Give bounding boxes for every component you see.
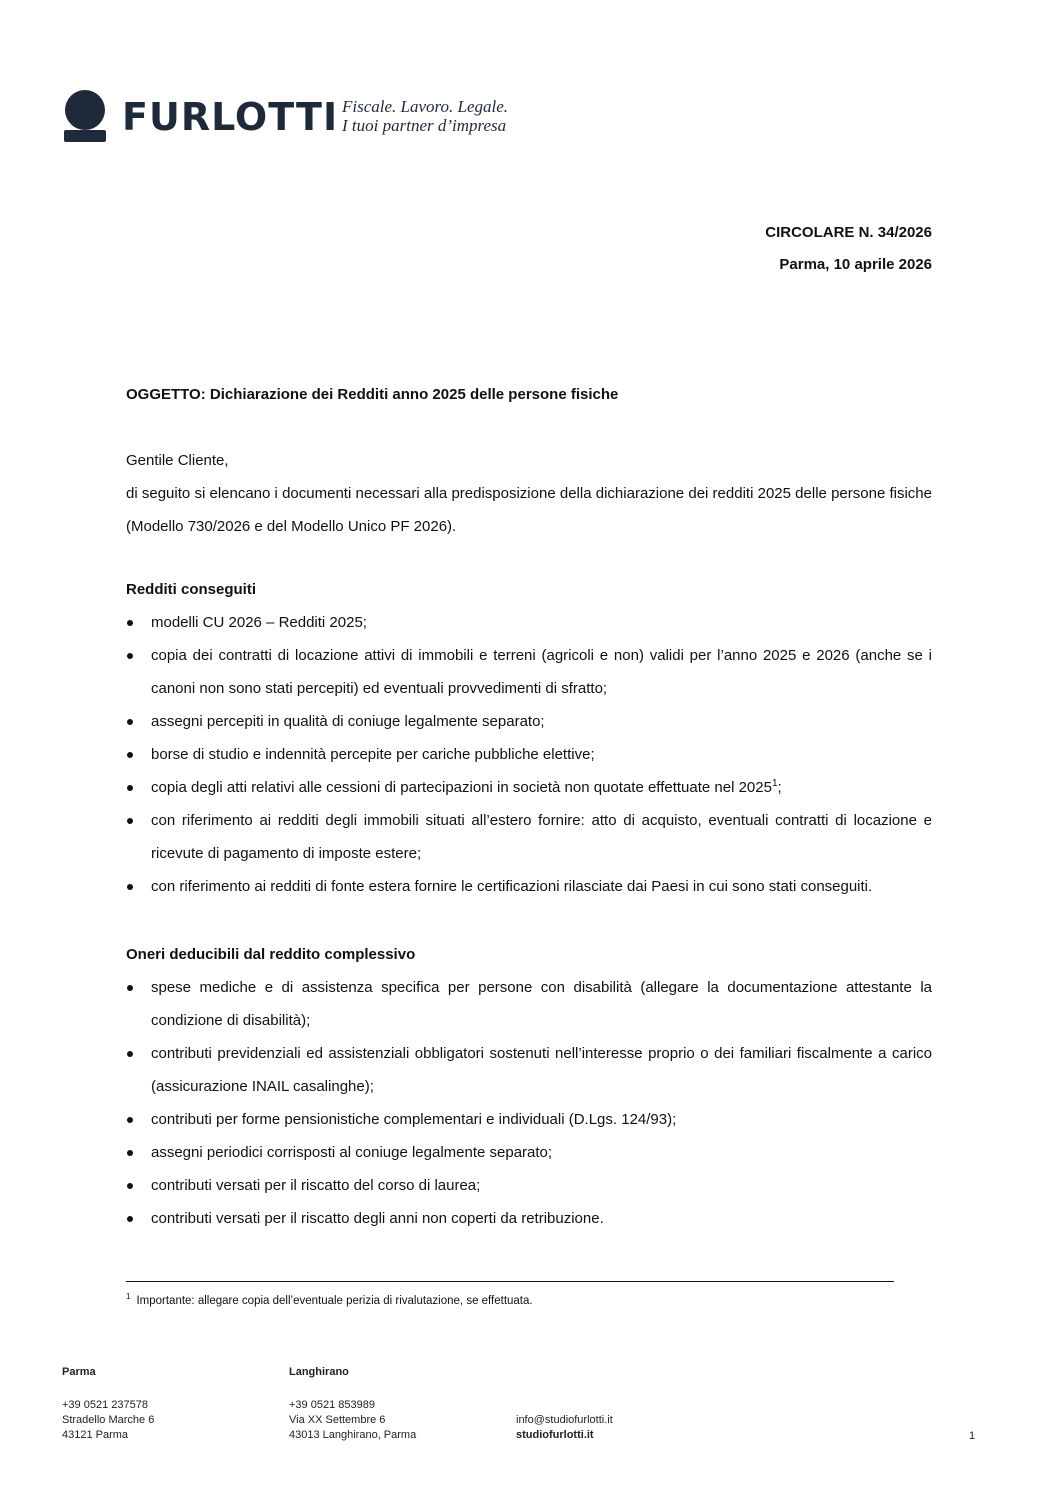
office-city: 43121 Parma: [62, 1429, 129, 1441]
tagline-line-2: I tuoi partner d’impresa: [342, 116, 507, 135]
page-number: 1: [969, 1430, 976, 1442]
list-item-text: copia degli atti relativi alle cessioni di partecipazioni in società non quotate effettuate nel 2025: [151, 779, 772, 796]
redditi-list: [126, 606, 932, 903]
intro-paragraph: di seguito si elencano i documenti necessari alla predisposizione della dichiarazione dei redditi 2025 delle persone fisiche (Modello 730/2026 e del Modello Unico PF 2026).: [126, 485, 932, 535]
subject-line: OGGETTO: Dichiarazione dei Redditi anno 2025 delle persone fisiche: [126, 386, 619, 403]
greeting: Gentile Cliente,: [126, 452, 229, 469]
furlotti-logo-icon: [64, 90, 106, 142]
footer-email[interactable]: info@studiofurlotti.it: [516, 1414, 613, 1426]
list-item: contributi versati per il riscatto del corso di laurea;: [126, 1169, 932, 1202]
list-item: con riferimento ai redditi di fonte estera fornire le certificazioni rilasciate dai Paesi in cui sono stati conseguiti.: [126, 870, 932, 903]
brand-name: FURLOTTI: [122, 95, 339, 139]
list-item: con riferimento ai redditi degli immobili situati all’estero fornire: atto di acquisto, eventuali contratti di locazione e ricevute di pagamento di imposte estere;: [126, 804, 932, 870]
office-title-parma: Parma: [62, 1366, 96, 1378]
office-address: Stradello Marche 6: [62, 1414, 155, 1426]
office-title-langhirano: Langhirano: [289, 1366, 349, 1378]
footnote-number: 1: [126, 1292, 131, 1302]
footer-langhirano-office: [289, 1365, 416, 1443]
tagline-line-1: Fiscale. Lavoro. Legale.: [342, 97, 509, 116]
footnote-text: Importante: allegare copia dell’eventuale perizia di rivalutazione, se effettuata.: [136, 1295, 533, 1307]
office-city: 43013 Langhirano, Parma: [289, 1429, 417, 1441]
footer-contacts: [516, 1413, 613, 1443]
list-item: assegni periodici corrisposti al coniuge legalmente separato;: [126, 1136, 932, 1169]
list-item: [126, 771, 932, 804]
list-item: contributi previdenziali ed assistenziali obbligatori sostenuti nell’interesse proprio o dei familiari fiscalmente a carico (assicurazione INAIL casalinghe);: [126, 1037, 932, 1103]
brand-tagline: [342, 97, 508, 135]
list-item: modelli CU 2026 – Redditi 2025;: [126, 606, 932, 639]
office-phone: +39 0521 853989: [289, 1399, 375, 1411]
section-title-redditi: Redditi conseguiti: [126, 581, 257, 598]
footnote-divider: [126, 1281, 894, 1282]
list-item-suffix: ;: [777, 779, 782, 796]
list-item: copia dei contratti di locazione attivi di immobili e terreni (agricoli e non) validi per l’anno 2025 e 2026 (anche se i canoni non sono stati percepiti) ed eventuali provvedimenti di sfratto;: [126, 639, 932, 705]
circular-number: CIRCOLARE N. 34/2026: [765, 224, 932, 241]
office-address: Via XX Settembre 6: [289, 1414, 386, 1426]
list-item: assegni percepiti in qualità di coniuge legalmente separato;: [126, 705, 932, 738]
place-date: Parma, 10 aprile 2026: [779, 256, 932, 273]
office-phone: +39 0521 237578: [62, 1399, 148, 1411]
footer-parma-office: [62, 1365, 154, 1443]
footnote-ref: 1: [771, 778, 778, 789]
footnote: [126, 1292, 533, 1307]
list-item: contributi per forme pensionistiche complementari e individuali (D.Lgs. 124/93);: [126, 1103, 932, 1136]
oneri-list: [126, 971, 932, 1235]
list-item: contributi versati per il riscatto degli anni non coperti da retribuzione.: [126, 1202, 932, 1235]
list-item: borse di studio e indennità percepite per cariche pubbliche elettive;: [126, 738, 932, 771]
footer-website[interactable]: studiofurlotti.it: [516, 1429, 594, 1441]
section-title-oneri: Oneri deducibili dal reddito complessivo: [126, 946, 416, 963]
list-item: spese mediche e di assistenza specifica per persone con disabilità (allegare la documentazione attestante la condizione di disabilità);: [126, 971, 932, 1037]
